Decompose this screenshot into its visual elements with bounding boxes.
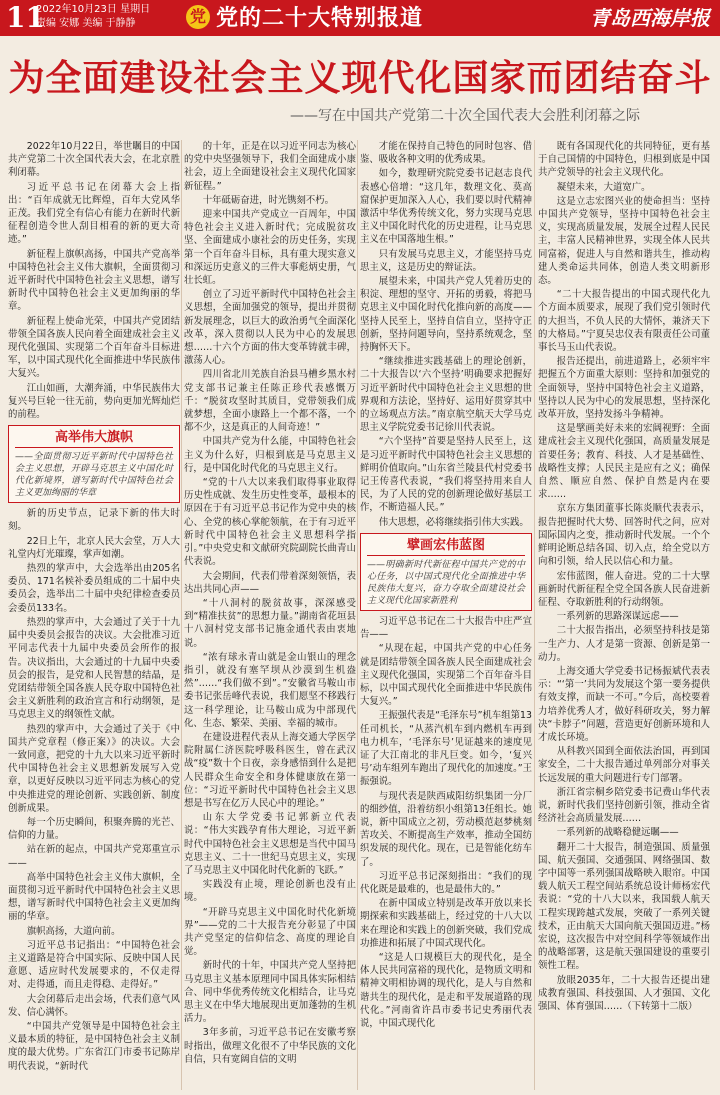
page-header [0, 0, 720, 36]
paragraph: 新时代的十年，中国共产党人坚持把马克思主义基本原理同中国具体实际相结合、同中华优秀传统文化相结合，让马克思主义在中华大地展现出更加蓬勃的生机活力。 [184, 960, 356, 1025]
section-box-1 [8, 425, 180, 503]
paragraph: 迎来中国共产党成立一百周年，中国特色社会主义进入新时代；完成脱贫攻坚、全面建成小康社会的历史任务，实现第一个百年奋斗目标，具有重大现实意义和深远历史意义的三件大事彪炳史册，气壮长虹。 [184, 209, 356, 287]
paragraph: 热烈的掌声中，大会选举出由205名委员、171名候补委员组成的二十届中央委员会，选举出二十届中央纪律检查委员会委员133名。 [8, 563, 180, 614]
paragraph: 如今，数理研究院党委书记赵志良代表感心倍增：“这几年，数理文化、莫高窟保护更加深入人心，我们要以时代精神激活中华优秀传统文化，努力实现马克思主义中国化时代化的历史进程，让马克思主义在中国落地生根。” [360, 168, 532, 246]
paragraph: 2022年10月22日，举世瞩目的中国共产党第二十次全国代表大会，在北京胜利闭幕。 [8, 141, 180, 179]
paragraph: 热烈的掌声中，大会通过了关于十九届中央委员会报告的决议。大会批准习近平同志代表十九届中央委员会所作的报告。决议指出，大会通过的十九届中央委员会的报告，是党和人民智慧的结晶，是党团结带领全国各族人民夺取中国特色社会主义新胜利的政治宣言和行动纲领，是马克思主义的纲领性文献。 [8, 616, 180, 721]
paragraph: “开辟马克思主义中国化时代化新境界”——党的二十大报告充分彰显了中国共产党坚定的信仰信念、高度的理论自觉。 [184, 906, 356, 958]
date-line: 2022年10月23日 星期日 [36, 4, 151, 15]
paragraph: 旗帜高扬，大道向前。 [26, 925, 121, 937]
column-rule [357, 140, 358, 1090]
paragraph: 习近平总书记在二十大报告中庄严宣告—— [360, 615, 532, 641]
paragraph: “六个坚持”首要是坚持人民至上，这是习近平新时代中国特色社会主义思想的鲜明价值取向。”山东省兰陵县代村党委书记王传喜代表说，“我们将坚持用来自人民，为了人民的党的创新理论做好基层工作，不断造福人民。” [360, 436, 532, 514]
paragraph: 习近平总书记在闭幕大会上指出：“百年成就无比辉煌，百年大党风华正茂。我们党全有信心有能力在新时代新征程创造令世人刮目相看的新的更大奇迹。” [8, 181, 180, 246]
paragraph: 站在新的起点，中国共产党郑重宣示—— [8, 844, 180, 869]
paragraph: 上海交通大学党委书记杨振斌代表表示：“‘第一’共同为发展这个第一要务提供有效支撑，而缺一不可。”今后，高校要着力培养优秀人才，做好科研攻关，努力解决“卡脖子”问题，营造更好创新环境和人才成长环境。 [538, 665, 710, 743]
paragraph: 翻开二十大报告，制造强国、质量强国、航天强国、交通强国、网络强国、数字中国等一系列强国战略映入眼帘。中国载人航天工程空间站系统总设计师杨宏代表说：“党的十八大以来，我国载人航天工程实现跨越式发展，突破了一系列关键技术，正由航天大国向航天强国迈进。”杨宏说，这次报告中对空间科学等领域作出的战略部署，这是航天强国建设的重要引领性工程。 [538, 841, 710, 972]
paragraph: 才能在保持自己特色的同时包容、借鉴、吸收各种文明的优秀成果。 [360, 141, 532, 166]
newspaper-name: 青岛西海岸报 [590, 6, 710, 30]
paragraph: 浙江省宗桐乡陪党委书记费山华代表说，新时代我们坚持创新引领，推动全省经济社会高质量发展…… [538, 786, 710, 825]
headline: 为全面建设社会主义现代化国家而团结奋斗 [8, 58, 712, 99]
paragraph: 新的历史节点，记录下新的伟大时刻。 [8, 508, 180, 533]
paragraph: 二十大报告指出，必须坚持科技是第一生产力、人才是第一资源、创新是第一动力。 [538, 625, 710, 663]
paragraph: 山东大学党委书记郭新立代表说：“伟大实践孕育伟大理论，习近平新时代中国特色社会主义思想是当代中国马克思主义、二十一世纪马克思主义，实现了马克思主义中国化时代化新的飞跃。” [184, 812, 356, 876]
paragraph: 大会闭幕后走出会场，代表们意气风发、信心满怀。 [8, 993, 180, 1018]
header-meta [36, 3, 150, 31]
paragraph: 十年砥砺奋进，时光镌刻不朽。 [202, 194, 335, 206]
paragraph: 王振强代表是“毛泽东号”机车组第13任司机长，“从蒸汽机车到内燃机车再到电力机车，‘毛泽东号’见证越来的速度见证了大江南北的非凡巨变。如今，‘复兴号’动车组列车跑出了现代化的加速度。”王振强说。 [360, 710, 532, 788]
col3-paragraphs [360, 140, 532, 529]
column-3 [360, 140, 532, 1090]
paragraph: 热烈的掌声中，大会通过了关于《中国共产党章程（修正案）》的决议。大会一致同意，把党的十九大以来习近平新时代中国特色社会主义思想新发展写入党章，以更好反映以习近平同志为核心的党中央推进党的理论创新、实践创新、制度创新成果。 [8, 723, 180, 814]
paragraph: 大会期间，代表们带着深刻领悟，表达出共同心声—— [184, 570, 356, 595]
paragraph: 在新中国成立特别是改革开放以来长期探索和实践基础上，经过党的十八大以来在理论和实践上的创新突破，我们党成功推进和拓展了中国式现代化。 [360, 898, 532, 949]
paragraph: 22日上午，北京人民大会堂，万人大礼堂内灯光璀璨，掌声如潮。 [8, 535, 180, 560]
section-title: 党的二十大特别报道 [216, 5, 424, 31]
column-rule [534, 140, 535, 1090]
paragraph: 从科教兴国到全面依法治国，再到国家安全，二十大报告通过单列部分对事关长远发展的重大问题进行专门部署。 [538, 746, 710, 784]
paragraph: 这是立志宏图兴业的使命担当：坚持中国共产党领导，坚持中国特色社会主义，实现高质量发展，发展全过程人民民主，丰富人民精神世界，实现全体人民共同富裕，促进人与自然和谐共生，推动构建人类命运共同体，创造人类文明新形态。 [538, 195, 710, 287]
paragraph: 放眼2035年，二十大报告还提出建成教育强国、科技强国、人才强国、文化强国、体育强国……（下转第十二版） [538, 974, 710, 1012]
paragraph: “从现在起，中国共产党的中心任务就是团结带领全国各族人民全面建成社会主义现代化强国，实现第二个百年奋斗目标，以中国式现代化全面推进中华民族伟大复兴。” [360, 643, 532, 708]
page-number: 11 [6, 1, 45, 34]
paragraph: 伟大思想，必将继续指引伟大实践。 [378, 516, 529, 528]
section-box-2-title: 擘画宏伟蓝图 [367, 537, 525, 556]
paragraph: 新征程上旗帜高扬，中国共产党高举中国特色社会主义伟大旗帜，全面贯彻习近平新时代中国特色社会主义思想，谱写新时代中国特色社会主义更加绚丽的华章。 [8, 248, 180, 313]
paragraph: 与现代表是陕西咸阳纺织集团一分厂的细纱值，沿着纺织小组第13任组长。她说，新中国成立之初，劳动模范赵梦桃刻苦攻关、不断提高生产效率，推动全国纺织发展的现代化。现在，已是智能化纺车了。 [360, 790, 532, 868]
paragraph: “二十大报告提出的中国式现代化九个方面本质要求，展现了我们党引领时代的大担当，不负人民的大情怀，兼济天下的大格局。”宁夏吴忠仪表有限责任公司董事长马玉山代表说。 [538, 289, 710, 354]
subheadline: ——写在中国共产党第二十次全国代表大会胜利闭幕之际 [290, 108, 640, 124]
paragraph: 一系列新的战略稳健远瞩—— [556, 827, 679, 839]
paragraph: 展望未来，中国共产党人凭着历史的积淀、理想的坚守、开拓的勇毅，将把马克思主义中国化时代化推向新的高度——坚持人民至上，坚持自信自立，坚持守正创新，坚持问题导向，坚持系统观念，坚持胸怀天下。 [360, 276, 532, 354]
paragraph: “继续推进实践基础上的理论创新，二十大报告以‘六个坚持’明确要求把握好习近平新时代中国特色社会主义思想的世界观和方法论，坚持好、运用好贯穿其中的立场观点方法。”南京航空航天大学马克思主义学院党委书记徐川代表说。 [360, 356, 532, 434]
column-1 [8, 140, 180, 1090]
col3b-paragraphs [360, 615, 532, 1030]
section-box-2 [360, 533, 532, 611]
paragraph: 报告还提出，前进道路上，必须牢牢把握五个方面重大原则：坚持和加强党的全面领导，坚持中国特色社会主义道路，坚持以人民为中心的发展思想，坚持深化改革开放，坚持发扬斗争精神。 [538, 356, 710, 421]
paragraph: 习近平总书记深刻指出：“我们的现代化既是最难的，也是最伟大的。” [360, 870, 532, 895]
paragraph: 一系列新的思路深谋远虑—— [556, 611, 679, 623]
paragraph: 创立了习近平新时代中国特色社会主义思想，全面加强党的领导，提出并贯彻新发展理念，以巨大的政治勇气全面深化改革，深入贯彻以人民为中心的发展思想……十六个方面的伟大变革铸就丰碑，激荡人心。 [184, 289, 356, 367]
paragraph: “中国共产党领导是中国特色社会主义最本质的特征，是中国特色社会主义制度的最大优势。广东省江门市委书记陈岸明代表说，“新时代 [8, 1020, 180, 1072]
section-box-1-desc: ——全面贯彻习近平新时代中国特色社会主义思想，开辟马克思主义中国化时代化新境界，谱写新时代中国特色社会主义更加绚丽的华章 [15, 452, 173, 499]
paragraph: 宏伟蓝图，催人奋进。党的二十大擘画新时代新征程全党全国各族人民奋进新征程、夺取新胜利的行动纲领。 [538, 570, 710, 608]
editors-line: 责编 安娜 美编 于静静 [36, 18, 136, 29]
paragraph: 在建设进程代表从上海交通大学医学院附属仁济医院呼吸科医生，曾在武汉战“疫”数十个日夜，亲身感悟到什么是把人民群众生命安全和身体健康放在第一位：“习近平新时代中国特色社会主义思想是书写在亿万人民心中的理论。” [184, 731, 356, 809]
paragraph: 四川省北川羌族自治县马槽乡黑水村党支部书记兼主任陈正珍代表感慨万千：“脱贫攻坚时其质目，党带领我们成就梦想，全面小康路上一个都不落，一个都不少，这是真正的人间奇迹！” [184, 369, 356, 434]
paragraph: “党的十八大以来我们取得事业取得历史性成就、发生历史性变革，最根本的原因在于有习近平总书记作为党中央的核心、全党的核心掌舵领航，在于有习近平新时代中国特色社会主义思想科学指引。”中央党史和文献研究院副院长曲青山代表说。 [184, 477, 356, 568]
paragraph: 既有各国现代化的共同特征，更有基于自己国情的中国特色，归根到底是中国共产党领导的社会主义现代化。 [538, 141, 710, 179]
paragraph: “十八洞村的脱贫故事，深深感受到“精准扶贫”的思想力量。”湖南省花垣县十八洞村党支部书记施金通代表由衷地说。 [184, 597, 356, 649]
section-box-2-desc: ——明确新时代新征程中国共产党的中心任务，以中国式现代化全面推进中华民族伟大复兴，奋力夺取全面建设社会主义现代化国家新胜利 [367, 559, 525, 606]
col2-paragraphs [184, 140, 356, 1066]
col1-paragraphs [8, 140, 180, 421]
paragraph: “浓有球永青山就是金山银山的理念指引，就没有塞罕坝从沙漠到生机盎然”……“我们做不到”。”安徽省马鞍山市委书记张岳峰代表说，我们愿坚不移践行这一科学理论，让马鞍山成为中部现代化、生态、繁荣、美丽、幸福的城市。 [184, 651, 356, 729]
paragraph: 中国共产党为什么能，中国特色社会主义为什么好，归根到底是马克思主义行，是中国化时代化的马克思主义行。 [184, 436, 356, 474]
paragraph: 凝望未来，大道宽广。 [556, 181, 651, 193]
paragraph: 这是擘画美好未来的宏阔视野：全面建成社会主义现代化强国，高质量发展是首要任务；教育、科技、人才是基础性、战略性支撑；人民民主是应有之义；确保自然、顺应自然、保护自然是内在要求…… [538, 423, 710, 501]
paragraph: 每一个历史瞬间，积聚奔腾的光芒、信仰的力量。 [8, 816, 180, 842]
paragraph: 新征程上使命光荣，中国共产党团结带领全国各族人民向着全面建成社会主义现代化强国、实现第二个百年奋斗目标进军，以中国式现代化全面推进中华民族伟大复兴。 [8, 315, 180, 380]
paragraph: 习近平总书记指出：“中国特色社会主义道路是符合中国实际、反映中国人民意愿、适应时代发展要求的，不仅走得对、走得通，而且走得稳、走得好。” [8, 939, 180, 991]
paragraph: 的十年，正是在以习近平同志为核心的党中央坚强领导下，我们全面建成小康社会，迈上全面建设社会主义现代化国家新征程。” [184, 141, 356, 192]
party-emblem-icon: 党 [186, 5, 210, 29]
col1b-paragraphs [8, 507, 180, 1073]
paragraph: 京东方集团董事长陈炎顺代表表示，报告把握时代大势、回答时代之问，应对国际国内之变，推动新时代发展。一个个鲜明论断总结各国、切入点，给全党以方向和引领，给人民以信心和力量。 [538, 503, 710, 568]
paragraph: 3年多前，习近平总书记在安徽考察时指出，做理文化很不了中华民族的文化自信，只有宽阔自信的文明 [184, 1027, 356, 1065]
col4-paragraphs [538, 140, 710, 1013]
paragraph: 高举中国特色社会主义伟大旗帜，全面贯彻习近平新时代中国特色社会主义思想，谱写新时代中国特色社会主义更加绚丽的华章。 [8, 871, 180, 923]
paragraph: 江山如画，大潮奔涌，中华民族伟大复兴号巨轮一往无前，势向更加光辉灿烂的前程。 [8, 382, 180, 421]
paragraph: “这是人口规模巨大的现代化，是全体人民共同富裕的现代化，是物质文明和精神文明相协调的现代化，是人与自然和谐共生的现代化，是走和平发展道路的现代化。”河南省许昌市委书记史秀丽代表说，中国式现代化 [360, 951, 532, 1029]
paragraph: 实践没有止境，理论创新也没有止境。 [184, 879, 356, 904]
column-4 [538, 140, 710, 1090]
section-box-1-title: 高举伟大旗帜 [15, 429, 173, 448]
paragraph: 只有发展马克思主义，才能坚持马克思主义，这是历史的辩证法。 [360, 248, 532, 273]
column-2 [184, 140, 356, 1090]
column-rule [181, 140, 182, 1090]
